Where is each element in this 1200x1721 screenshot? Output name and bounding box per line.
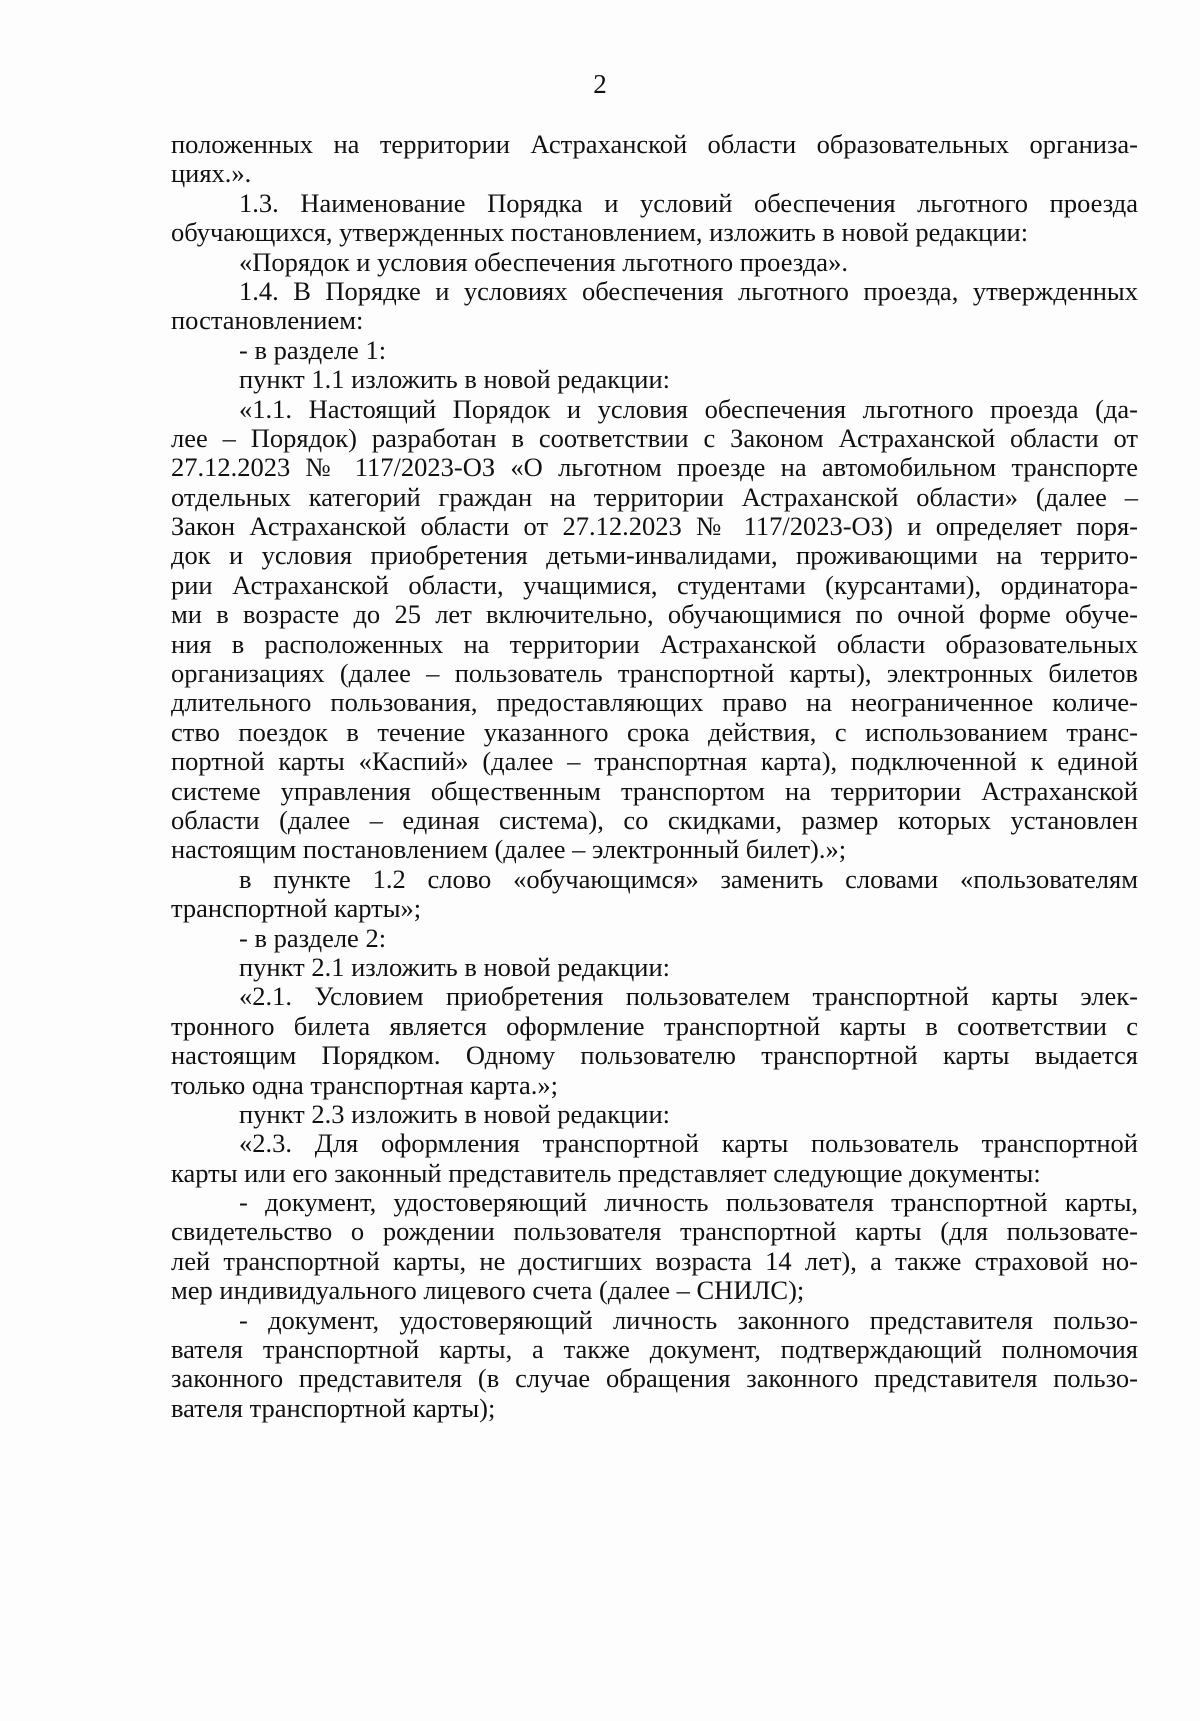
text-line: транспортной карты»; <box>171 893 422 924</box>
text-line: тронного билета является оформление транспортной карты в соответствии с <box>171 1010 1138 1041</box>
text-line: 1.3. Наименование Порядка и условий обеспечения льготного проезда <box>239 187 1138 218</box>
text-line: организациях (далее – пользователь транспортной карты), электронных билетов <box>171 658 1138 689</box>
text-line: настоящим постановлением (далее – электронный билет).»; <box>171 834 847 865</box>
text-line: длительного пользования, предоставляющих право на неограниченное количе- <box>171 687 1138 718</box>
text-line: положенных на территории Астраханской области образовательных организа- <box>171 129 1138 159</box>
document-body <box>171 130 1138 1423</box>
text-line: мер индивидуального лицевого счета (далее – СНИЛС); <box>171 1275 805 1306</box>
text-line: 27.12.2023 № 117/2023-ОЗ «О льготном проезде на автомобильном транспорте <box>171 452 1138 483</box>
text-line: ство поездок в течение указанного срока действия, с использованием транс- <box>171 716 1138 747</box>
text-line: настоящим Порядком. Одному пользователю транспортной карты выдается <box>171 1040 1138 1071</box>
text-line: рии Астраханской области, учащимися, студентами (курсантами), ординатора- <box>171 569 1138 600</box>
page-number: 2 <box>593 69 607 99</box>
text-line: циях.». <box>171 158 252 189</box>
text-line: области (далее – единая система), со скидками, размер которых установлен <box>171 804 1138 835</box>
text-line: в пункте 1.2 слово «обучающимся» заменить словами «пользователям <box>239 863 1138 894</box>
text-line: пункт 2.3 изложить в новой редакции: <box>239 1098 670 1129</box>
text-line: ми в возрасте до 25 лет включительно, обучающимися по очной форме обуче- <box>171 599 1138 630</box>
text-line: лее – Порядок) разработан в соответствии с Законом Астраханской области от <box>171 422 1138 453</box>
text-line: - в разделе 1: <box>239 334 387 365</box>
text-line: системе управления общественным транспортом на территории Астраханской <box>171 775 1138 806</box>
text-line: ния в расположенных на территории Астраханской области образовательных <box>171 628 1138 659</box>
text-line: карты или его законный представитель представляет следующие документы: <box>171 1157 1041 1188</box>
text-line: только одна транспортная карта.»; <box>171 1069 558 1100</box>
text-line: Закон Астраханской области от 27.12.2023 № 117/2023-ОЗ) и определяет поря- <box>171 511 1138 542</box>
text-line: пункт 2.1 изложить в новой редакции: <box>239 951 670 982</box>
text-line: вателя транспортной карты); <box>171 1392 496 1423</box>
text-line: - документ, удостоверяющий личность пользователя транспортной карты, <box>239 1187 1138 1218</box>
text-line: портной карты «Каспий» (далее – транспортная карта), подключенной к единой <box>171 746 1138 777</box>
text-line: пункт 1.1 изложить в новой редакции: <box>239 364 670 395</box>
text-line: лей транспортной карты, не достигших возраста 14 лет), а также страховой но- <box>171 1245 1138 1276</box>
text-line: обучающихся, утвержденных постановлением, изложить в новой редакции: <box>171 217 1029 248</box>
text-line: вателя транспортной карты, а также документ, подтверждающий полномочия <box>171 1334 1138 1365</box>
text-line: - в разделе 2: <box>239 922 387 953</box>
text-line: «2.3. Для оформления транспортной карты пользователь транспортной <box>239 1128 1138 1159</box>
text-line: док и условия приобретения детьми-инвалидами, проживающими на террито- <box>171 540 1138 571</box>
text-line: «Порядок и условия обеспечения льготного проезда». <box>239 246 848 277</box>
text-line: свидетельство о рождении пользователя транспортной карты (для пользовате- <box>171 1216 1138 1247</box>
text-line: «1.1. Настоящий Порядок и условия обеспечения льготного проезда (да- <box>239 393 1138 424</box>
text-line: постановлением: <box>171 305 364 336</box>
text-line: - документ, удостоверяющий личность законного представителя пользо- <box>239 1304 1138 1335</box>
text-line: отдельных категорий граждан на территории Астраханской области» (далее – <box>171 481 1138 512</box>
text-line: 1.4. В Порядке и условиях обеспечения льготного проезда, утвержденных <box>239 275 1138 306</box>
text-line: законного представителя (в случае обращения законного представителя пользо- <box>171 1363 1138 1394</box>
text-line: «2.1. Условием приобретения пользователем транспортной карты элек- <box>239 981 1138 1012</box>
